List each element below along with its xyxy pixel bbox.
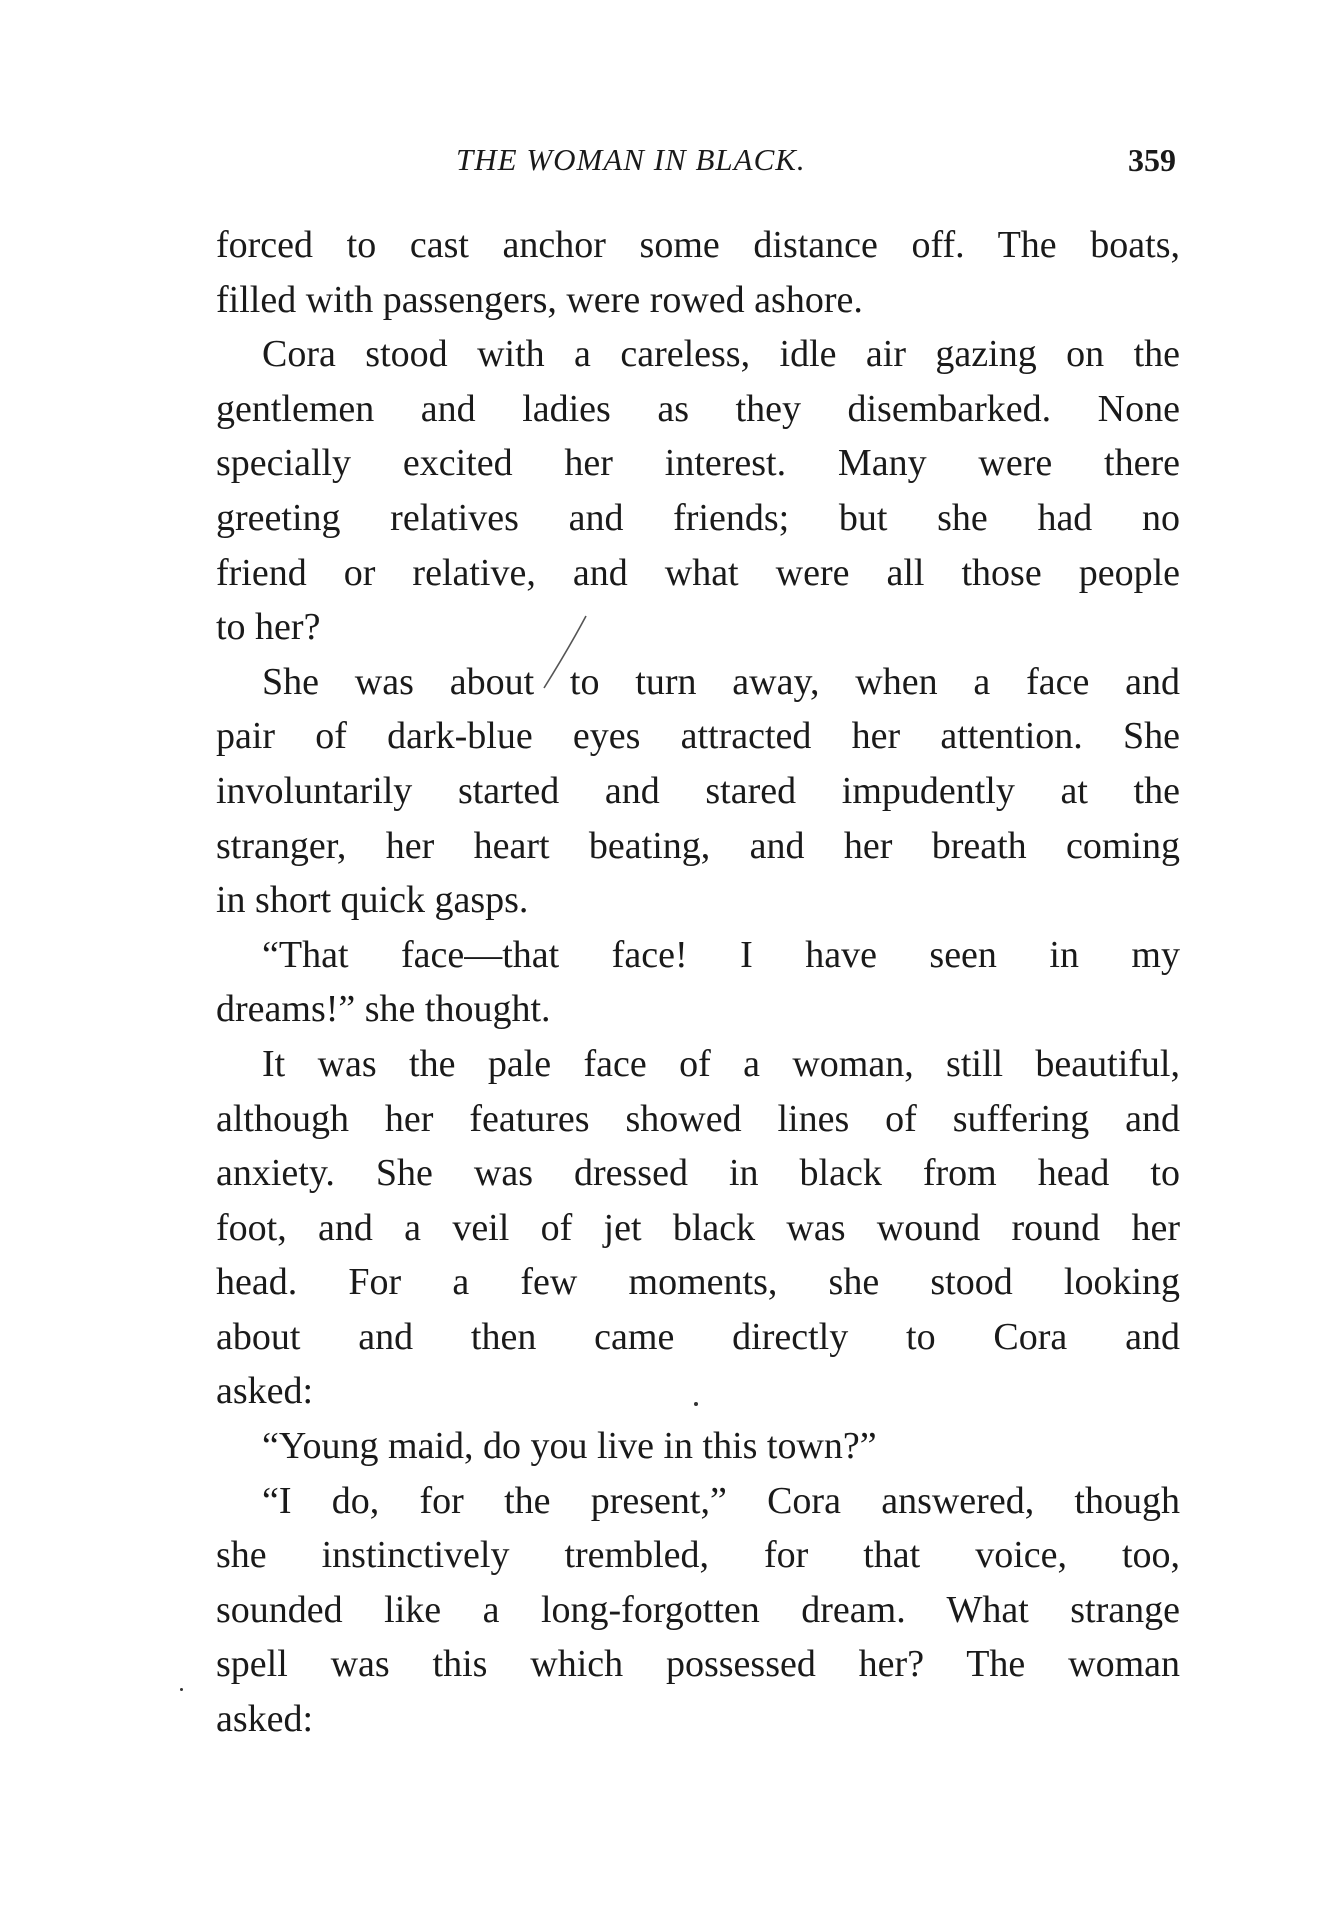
text-line: stranger, her heart beating, and her breath coming: [216, 824, 1180, 867]
text-line: “That face—that face! I have seen in my: [262, 933, 1180, 976]
running-head: [216, 142, 1180, 186]
text-line: asked:: [216, 1698, 314, 1741]
text-line: anxiety. She was dressed in black from head to: [216, 1152, 1180, 1195]
ink-speck: [180, 1688, 183, 1691]
text-line: greeting relatives and friends; but she had no: [216, 496, 1180, 539]
ink-speck: [694, 1402, 698, 1406]
text-line: “Young maid, do you live in this town?”: [262, 1425, 877, 1468]
text-line: pair of dark-blue eyes attracted her attention. She: [216, 715, 1180, 758]
text-line: sounded like a long-forgotten dream. What strange: [216, 1588, 1180, 1631]
text-line: dreams!” she thought.: [216, 988, 551, 1031]
text-line: head. For a few moments, she stood looking: [216, 1261, 1180, 1304]
text-line: in short quick gasps.: [216, 879, 529, 922]
text-line: spell was this which possessed her? The woman: [216, 1643, 1180, 1686]
text-line: gentlemen and ladies as they disembarked. None: [216, 387, 1180, 430]
text-line: forced to cast anchor some distance off. The boats,: [216, 224, 1180, 266]
text-line: friend or relative, and what were all those people: [216, 551, 1180, 594]
text-line: to her?: [216, 606, 321, 649]
text-line: asked:: [216, 1370, 314, 1413]
text-line: foot, and a veil of jet black was wound round her: [216, 1206, 1180, 1249]
text-line: Cora stood with a careless, idle air gazing on the: [262, 333, 1180, 376]
body-text: [216, 218, 1180, 1747]
text-line: about and then came directly to Cora and: [216, 1315, 1180, 1358]
text-line: although her features showed lines of suffering and: [216, 1097, 1180, 1140]
text-line: It was the pale face of a woman, still beautiful,: [262, 1042, 1180, 1085]
text-line: she instinctively trembled, for that voice, too,: [216, 1534, 1180, 1577]
text-line: She was about to turn away, when a face and: [262, 660, 1180, 703]
running-title: THE WOMAN IN BLACK.: [456, 142, 806, 177]
text-line: involuntarily started and stared impudently at the: [216, 769, 1180, 812]
text-line: filled with passengers, were rowed ashore.: [216, 278, 863, 321]
text-line: “I do, for the present,” Cora answered, though: [262, 1479, 1180, 1522]
pencil-mark-icon: [540, 612, 590, 692]
text-line: specially excited her interest. Many were there: [216, 442, 1180, 485]
page-number: 359: [1128, 142, 1176, 178]
